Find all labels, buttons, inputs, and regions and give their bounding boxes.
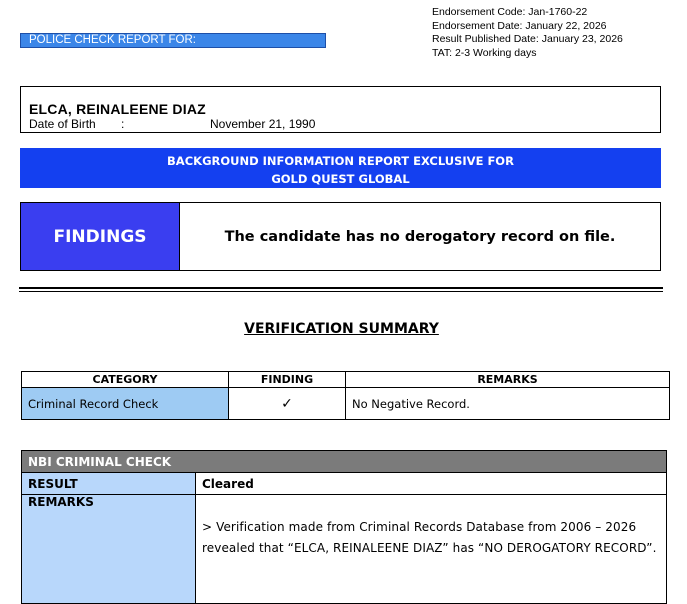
divider-thin bbox=[19, 291, 663, 292]
endorsement-date: Endorsement Date: January 22, 2026 bbox=[432, 19, 607, 32]
remarks-value: > Verification made from Criminal Records Database from 2006 – 2026 revealed that “ELCA, REINALEENE DIAZ” has “NO DEROGATORY RECORD”. bbox=[196, 495, 667, 604]
findings-box bbox=[20, 202, 661, 271]
report-for-label: POLICE CHECK REPORT FOR: bbox=[20, 33, 326, 48]
result-published-date: Result Published Date: January 23, 2026 bbox=[432, 33, 623, 46]
endorsement-info bbox=[432, 6, 623, 60]
candidate-name: ELCA, REINALEENE DIAZ bbox=[29, 101, 206, 117]
verification-summary-table bbox=[21, 371, 670, 420]
header-finding: FINDING bbox=[229, 372, 346, 388]
nbi-header-row bbox=[22, 451, 667, 473]
check-icon: ✓ bbox=[229, 388, 346, 420]
result-value: Cleared bbox=[196, 473, 667, 495]
nbi-remarks-row bbox=[22, 495, 667, 604]
candidate-box bbox=[20, 86, 661, 133]
endorsement-code: Endorsement Code: Jan-1760-22 bbox=[432, 6, 588, 18]
header-remarks: REMARKS bbox=[346, 372, 670, 388]
dob-value: November 21, 1990 bbox=[210, 117, 316, 131]
banner-line-1: BACKGROUND INFORMATION REPORT EXCLUSIVE FOR bbox=[167, 154, 514, 168]
tat: TAT: 2-3 Working days bbox=[432, 46, 537, 59]
nbi-result-row bbox=[22, 473, 667, 495]
background-report-banner bbox=[20, 148, 661, 188]
summary-header-row bbox=[22, 372, 670, 388]
verification-summary-title: VERIFICATION SUMMARY bbox=[244, 321, 439, 337]
header-category: CATEGORY bbox=[22, 372, 229, 388]
dob-label: Date of Birth bbox=[29, 117, 96, 131]
dob-colon: : bbox=[121, 117, 125, 131]
findings-text: The candidate has no derogatory record on file. bbox=[224, 228, 616, 245]
result-label: RESULT bbox=[22, 473, 196, 495]
remarks-cell: No Negative Record. bbox=[346, 388, 670, 420]
findings-label: FINDINGS bbox=[21, 203, 180, 270]
nbi-title: NBI CRIMINAL CHECK bbox=[22, 451, 667, 473]
category-cell: Criminal Record Check bbox=[22, 388, 229, 420]
remarks-label: REMARKS bbox=[22, 495, 196, 604]
table-row bbox=[22, 388, 670, 420]
divider-thick bbox=[19, 287, 663, 289]
banner-line-2: GOLD QUEST GLOBAL bbox=[271, 172, 410, 186]
dob-row bbox=[29, 117, 660, 131]
nbi-criminal-check-table bbox=[21, 450, 667, 604]
